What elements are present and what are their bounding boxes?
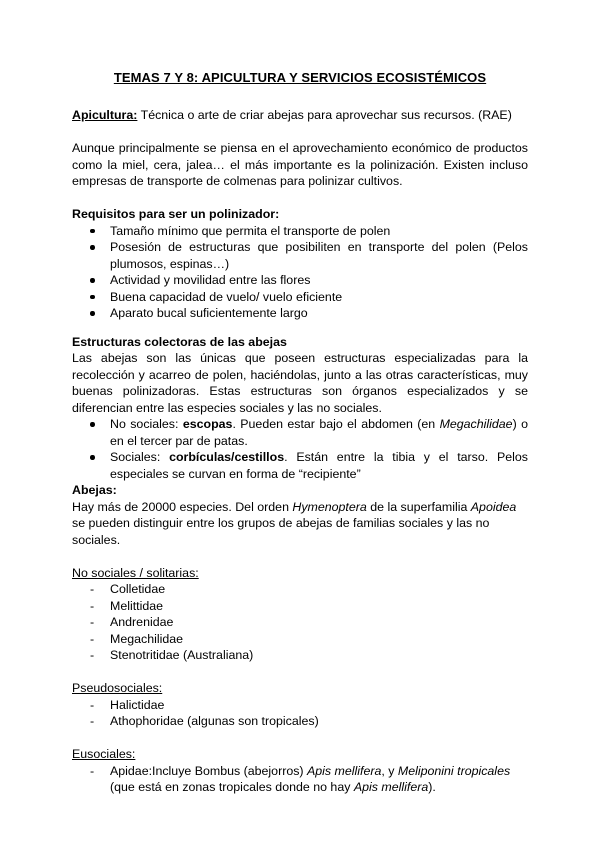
text-run: se pueden distinguir entre los grupos de abejas de familias sociales y las no sociales. [72,516,490,547]
list-item: - Andrenidae [72,614,528,631]
requisitos-list [72,223,528,322]
list-item [72,763,528,796]
text-run: Apidae:Incluye Bombus (abejorros) [110,763,307,778]
eusociales-heading: Eusociales: [72,747,136,761]
list-item: - Halictidae [72,697,528,714]
text-run: (que está en zonas tropicales donde no hay [110,780,354,794]
list-item: Tamaño mínimo que permita el transporte de polen [72,223,528,240]
item-text: . Están entre la tibia y el tarso. Pelos especiales se curvan en forma de “recipiente” [110,450,528,481]
list-item: Aparato bucal suficientemente largo [72,305,528,322]
document-page [72,70,528,796]
item-bold: escopas [182,417,233,431]
apicultura-text: Técnica o arte de criar abejas para aprovechar sus recursos. (RAE) [137,108,512,122]
item-text: Sociales: [110,450,170,464]
italic-run: Apoidea [470,499,517,514]
apicultura-definition [72,107,528,124]
no-sociales-list [72,581,528,664]
intro-paragraph: Aunque principalmente se piensa en el aprovechamiento económico de productos como la miel, cera, jalea… el más importante es la polinización. Existen incluso empresas de transporte de colmenas para polinizar cultivos. [72,141,528,188]
apicultura-term: Apicultura: [72,108,138,122]
list-item [72,416,528,449]
list-item: - Melittidae [72,598,528,615]
list-item: Buena capacidad de vuelo/ vuelo eficiente [72,289,528,306]
list-item [72,449,528,482]
item-bold: corbículas/cestillos [169,450,285,464]
list-item: - Stenotritidae (Australiana) [72,647,528,664]
pseudosociales-heading: Pseudosociales: [72,681,163,695]
list-item: - Athophoridae (algunas son tropicales) [72,713,528,730]
abejas-heading: Abejas: [72,483,117,497]
text-run: Hay más de 20000 especies. Del orden [72,499,293,514]
item-text: . Pueden estar bajo el abdomen (en [232,417,440,431]
list-item: Posesión de estructuras que posibiliten en transporte del polen (Pelos plumosos, espinas…) [72,239,528,272]
italic-run: Meliponini tropicales [397,763,511,778]
page-title: TEMAS 7 Y 8: APICULTURA Y SERVICIOS ECOSISTÉMICOS [113,70,487,85]
abejas-paragraph [72,499,528,549]
italic-run: Apis mellifera [306,763,382,778]
estructuras-heading: Estructuras colectoras de las abejas [72,334,287,349]
item-italic: Megachilidae [439,417,513,431]
italic-run: Hymenoptera [292,499,367,514]
item-text: ) o en el tercer par de patas. [110,417,528,448]
requisitos-heading: Requisitos para ser un polinizador: [72,207,280,221]
item-text: No sociales: [110,417,183,431]
text-run: , y [381,763,398,778]
text-run: de la superfamilia [366,499,471,514]
eusociales-list [72,763,528,796]
list-item: - Megachilidae [72,631,528,648]
estructuras-list [72,416,528,482]
list-item: - Colletidae [72,581,528,598]
italic-run: Apis mellifera [353,780,429,794]
list-item: Actividad y movilidad entre las flores [72,272,528,289]
text-run: ). [428,780,436,794]
pseudosociales-list [72,697,528,730]
no-sociales-heading: No sociales / solitarias: [72,565,199,580]
estructuras-paragraph: Las abejas son las únicas que poseen estructuras especializadas para la recolección y acarreo de polen, haciéndolas, junto a las otras características, muy buenas polinizadoras. Estas estructuras son órganos especializados y se diferencian entre las especies sociales y las no sociales. [72,351,528,415]
